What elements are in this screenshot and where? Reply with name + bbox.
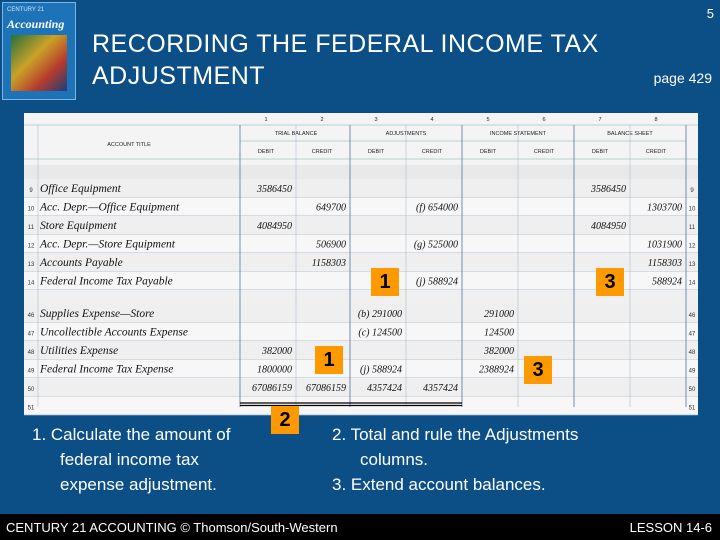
worksheet-svg xyxy=(24,113,698,412)
instruction-right xyxy=(332,422,702,497)
worksheet-amount: 1158303 xyxy=(647,258,682,269)
worksheet-amount: 649700 xyxy=(316,202,346,214)
worksheet-row-number-right: 46 xyxy=(688,313,696,319)
slide-title-line2: ADJUSTMENT xyxy=(92,62,266,90)
worksheet-row-number-right: 48 xyxy=(688,350,696,356)
worksheet-col-number: 4 xyxy=(430,117,434,123)
worksheet-sub-header: CREDIT xyxy=(645,149,667,155)
worksheet-col-number: 5 xyxy=(486,117,490,123)
worksheet-amount: (j) 588924 xyxy=(416,276,458,288)
worksheet-row-number: 12 xyxy=(27,243,35,250)
worksheet-col-number: 6 xyxy=(542,117,546,123)
slide-title-line1: RECORDING THE FEDERAL INCOME TAX xyxy=(92,30,599,58)
worksheet-sub-header: DEBIT xyxy=(257,149,275,155)
worksheet-amount: 67086159 xyxy=(252,383,292,394)
instruction-left xyxy=(32,422,292,497)
worksheet-row-number-right: 11 xyxy=(688,225,696,231)
worksheet-account-title: Federal Income Tax Payable xyxy=(40,275,173,288)
worksheet-sub-header: DEBIT xyxy=(479,149,497,155)
worksheet-amount: 382000 xyxy=(262,346,292,357)
step-badge-3-top: 3 xyxy=(596,268,624,296)
instruction-1-line2: federal income tax xyxy=(60,450,199,469)
worksheet-group-header: TRIAL BALANCE xyxy=(274,131,318,137)
slide-title xyxy=(92,28,652,92)
step-badge-2: 2 xyxy=(271,406,299,434)
worksheet-amount: 3586450 xyxy=(591,184,626,195)
worksheet-amount: 588924 xyxy=(652,276,682,288)
worksheet-amount: 1303700 xyxy=(647,202,682,214)
worksheet-account-title: Accounts Payable xyxy=(40,257,123,269)
worksheet-group-header: ADJUSTMENTS xyxy=(385,131,427,137)
worksheet-row-number-right: 9 xyxy=(690,188,694,194)
worksheet-amount: 2388924 xyxy=(479,364,514,376)
worksheet-row-number: 11 xyxy=(27,225,35,231)
worksheet-row-number: 14 xyxy=(27,280,35,287)
worksheet-row-number: 50 xyxy=(27,387,35,393)
worksheet-amount: 124500 xyxy=(484,327,514,339)
worksheet-amount: 4084950 xyxy=(591,221,626,232)
footer-copyright: CENTURY 21 ACCOUNTING © Thomson/South-Western xyxy=(6,520,338,535)
worksheet-row-number-right: 50 xyxy=(688,387,696,393)
worksheet-amount: (g) 525000 xyxy=(413,239,458,251)
worksheet-row-number: 46 xyxy=(27,313,35,319)
worksheet-row-number-right: 12 xyxy=(688,243,696,250)
worksheet-sub-header: CREDIT xyxy=(533,149,555,155)
worksheet-account-title-header: ACCOUNT TITLE xyxy=(107,142,151,148)
worksheet-col-number: 3 xyxy=(374,117,378,123)
worksheet-amount: 382000 xyxy=(484,346,514,357)
worksheet-amount: (j) 588924 xyxy=(360,364,402,376)
worksheet-account-title: Utilities Expense xyxy=(40,345,119,357)
worksheet-amount: 4357424 xyxy=(367,383,402,394)
slide-number: 5 xyxy=(706,6,714,21)
worksheet-account-title: Acc. Depr.—Office Equipment xyxy=(40,201,180,214)
worksheet-amount: 67086159 xyxy=(306,383,346,394)
worksheet-gap xyxy=(24,165,698,179)
book-cover-artwork xyxy=(11,35,67,91)
worksheet-group-header: INCOME STATEMENT xyxy=(489,131,547,137)
worksheet-amount: (b) 291000 xyxy=(357,309,402,320)
worksheet-row-number: 10 xyxy=(27,206,35,213)
step-badge-1-top: 1 xyxy=(371,268,399,296)
instruction-1-line1: 1. Calculate the amount of xyxy=(32,425,231,444)
worksheet-row-number: 49 xyxy=(27,368,35,375)
worksheet-row-number-right: 49 xyxy=(688,368,696,375)
worksheet-amount: 1800000 xyxy=(257,364,292,376)
textbook-cover-image xyxy=(2,2,76,100)
instruction-2-line2: columns. xyxy=(360,450,429,469)
worksheet-col-number: 1 xyxy=(264,117,268,123)
worksheet-col-number: 7 xyxy=(598,117,602,123)
book-series-label: CENTURY 21 xyxy=(7,7,45,13)
worksheet-account-title: Uncollectible Accounts Expense xyxy=(40,326,188,339)
step-badge-3-bottom: 3 xyxy=(524,356,552,384)
worksheet-amount: 4357424 xyxy=(423,383,458,394)
worksheet-amount: 4084950 xyxy=(257,221,292,232)
worksheet-amount: (f) 654000 xyxy=(416,202,458,214)
worksheet-row-number: 51 xyxy=(27,405,35,412)
worksheet-sub-header: DEBIT xyxy=(591,149,609,155)
worksheet-row-number-right: 13 xyxy=(688,262,696,268)
worksheet-group-header: BALANCE SHEET xyxy=(607,131,653,137)
worksheet-row-number: 9 xyxy=(29,188,33,194)
worksheet-row-number: 47 xyxy=(27,331,35,338)
worksheet-col-number: 8 xyxy=(654,117,658,123)
worksheet-row-number-right: 10 xyxy=(688,206,696,213)
worksheet-sub-header: CREDIT xyxy=(421,149,443,155)
worksheet-row-bg xyxy=(24,378,698,397)
worksheet-row-number-right: 47 xyxy=(688,331,696,338)
worksheet-amount: 1031900 xyxy=(647,239,682,251)
worksheet-sub-header: DEBIT xyxy=(367,149,385,155)
page-reference: page 429 xyxy=(653,70,712,86)
worksheet-row-number-right: 14 xyxy=(688,280,696,287)
worksheet-row-number-right: 51 xyxy=(688,405,696,412)
instruction-2-line1: 2. Total and rule the Adjustments xyxy=(332,425,579,444)
worksheet-amount: 1158303 xyxy=(311,258,346,269)
book-brand-label: Accounting xyxy=(7,17,65,31)
worksheet-amount: 3586450 xyxy=(257,184,292,195)
worksheet-account-title: Store Equipment xyxy=(40,220,117,232)
footer-bar xyxy=(0,514,720,540)
worksheet-col-number: 2 xyxy=(320,117,324,123)
worksheet-row-number: 48 xyxy=(27,350,35,356)
instruction-1-line3: expense adjustment. xyxy=(60,475,217,494)
worksheet-account-title: Federal Income Tax Expense xyxy=(40,363,174,376)
worksheet-row-number: 13 xyxy=(27,262,35,268)
step-badge-1-bottom: 1 xyxy=(315,346,343,374)
worksheet-account-title: Supplies Expense—Store xyxy=(40,308,155,320)
instruction-3-line1: 3. Extend account balances. xyxy=(332,475,546,494)
worksheet-amount: (c) 124500 xyxy=(358,327,402,339)
footer-lesson: LESSON 14-6 xyxy=(629,520,712,535)
worksheet-row-bg xyxy=(24,341,698,360)
worksheet-sub-header: CREDIT xyxy=(311,149,333,155)
worksheet-account-title: Office Equipment xyxy=(40,183,121,195)
worksheet-amount: 506900 xyxy=(316,239,346,251)
worksheet-image xyxy=(24,113,698,412)
worksheet-amount: 291000 xyxy=(484,309,514,320)
worksheet-account-title: Acc. Depr.—Store Equipment xyxy=(40,238,175,251)
